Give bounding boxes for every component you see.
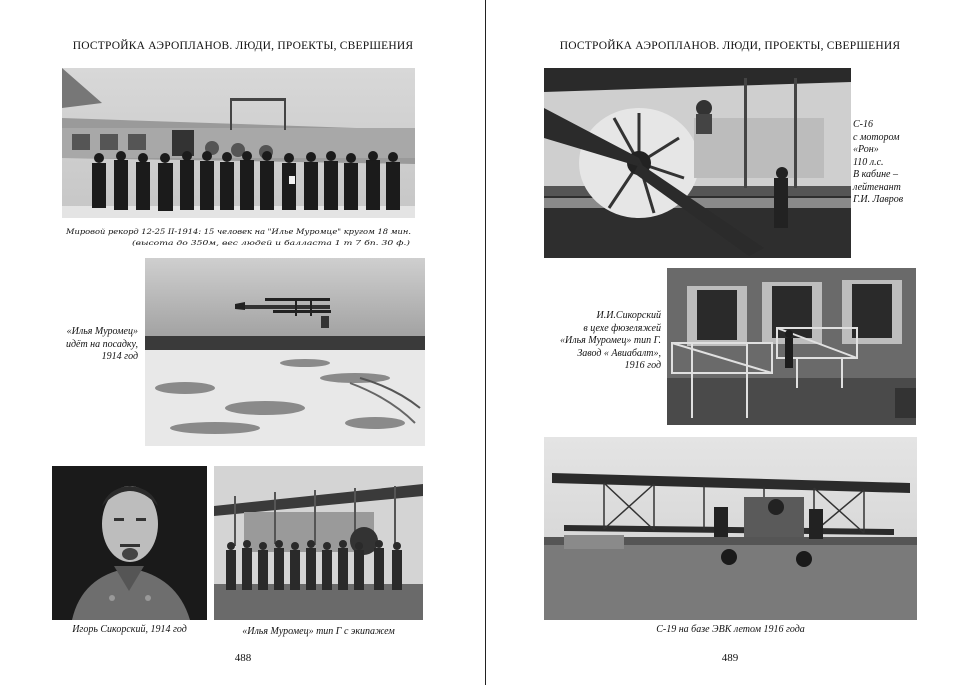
photo-record-flight-crew — [62, 68, 415, 250]
caption-line: В кабине – — [853, 169, 898, 180]
running-header-right: ПОСТРОЙКА АЭРОПЛАНОВ. ЛЮДИ, ПРОЕКТЫ, СВЕРШЕНИЯ — [559, 40, 901, 52]
running-header-left: ПОСТРОЙКА АЭРОПЛАНОВ. ЛЮДИ, ПРОЕКТЫ, СВЕРШЕНИЯ — [72, 40, 414, 52]
caption-line: И.И.Сикорский — [596, 310, 661, 321]
photo-muromets-landing — [145, 258, 425, 446]
caption-portrait: Игорь Сикорский, 1914 год — [72, 624, 187, 635]
caption-line: «Илья Муромец» тип Г. — [559, 335, 661, 346]
photo-s16-aircraft — [544, 68, 851, 258]
caption-line: 1916 год — [624, 360, 661, 371]
caption-line: «Рон» — [853, 144, 879, 155]
page-number-right: 489 — [721, 652, 739, 664]
page-number-left: 488 — [234, 652, 252, 664]
caption-line: Г.И. Лавров — [853, 194, 904, 205]
caption-workshop — [557, 310, 661, 373]
photo-fuselage-workshop — [667, 268, 916, 425]
caption-line: 1914 год — [101, 351, 138, 362]
caption-s16 — [853, 119, 909, 207]
page-gutter-divider — [485, 0, 486, 685]
caption-landing — [40, 326, 138, 364]
caption-line: «Илья Муромец» — [66, 326, 138, 337]
record-inscription-line2: (высота до 350м, вес людей и балласта 1 т 7 бп. 30 ф.) — [132, 239, 411, 247]
caption-line: Завод « Авиабалт», — [577, 347, 661, 359]
record-inscription-line1: Мировой рекорд 12-25 ІІ-1914: 15 человек на "Илье Муромце" кругом 18 мин. — [64, 228, 411, 236]
caption-s19: С-19 на базе ЭВК летом 1916 года — [656, 624, 805, 635]
caption-line: С-16 — [853, 119, 873, 130]
photo-sikorsky-portrait — [52, 466, 207, 620]
caption-crew: «Илья Муромец» тип Г с экипажем — [242, 626, 395, 637]
caption-line: лейтенант — [853, 181, 901, 193]
caption-line: в цехе фюзеляжей — [583, 322, 661, 334]
photo-muromets-crew — [214, 466, 423, 620]
caption-line: идёт на посадку, — [65, 338, 138, 350]
left-page — [0, 0, 486, 685]
caption-line: с мотором — [853, 131, 900, 143]
right-page — [487, 0, 973, 685]
caption-line: 110 л.с. — [853, 156, 884, 168]
photo-s19-biplane — [544, 437, 917, 620]
